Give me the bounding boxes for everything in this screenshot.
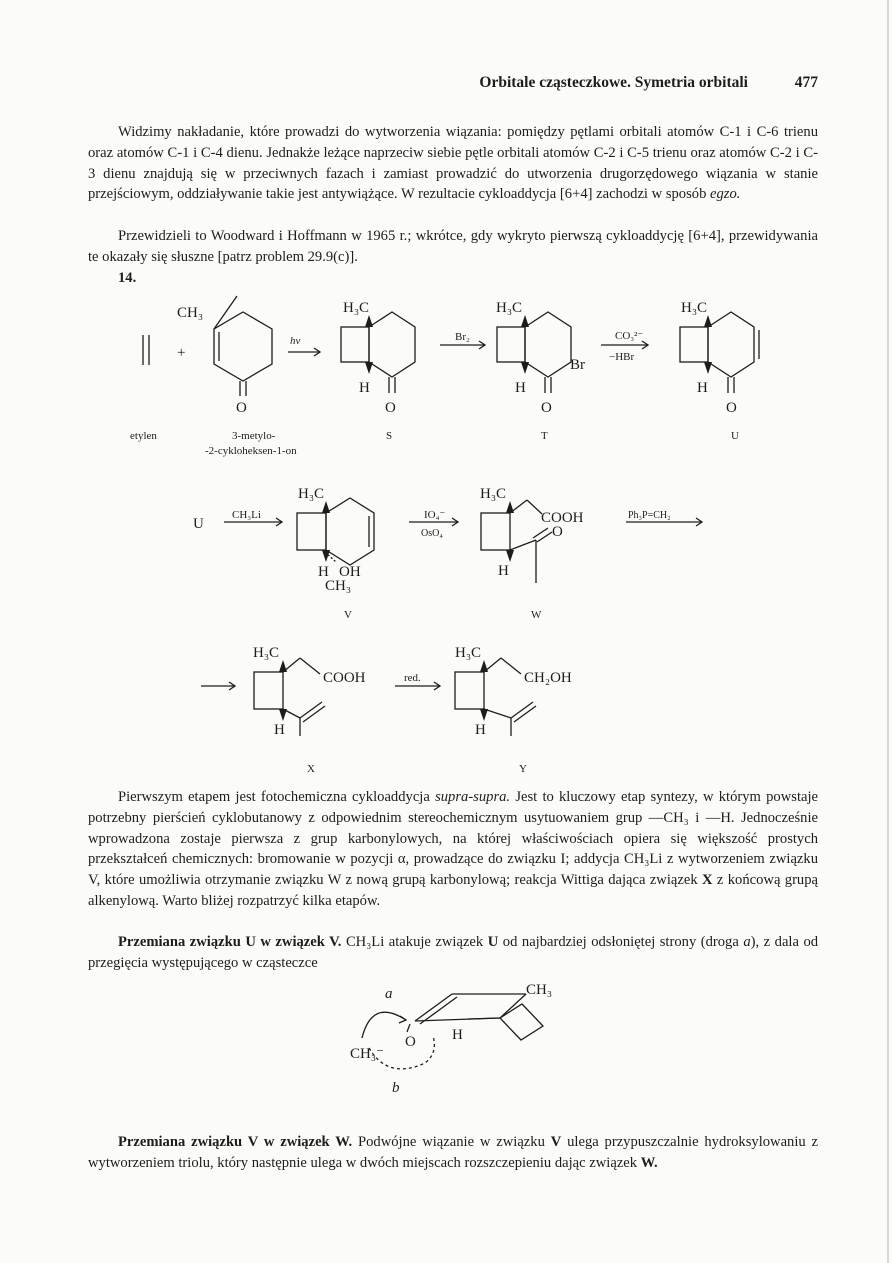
t-br: Br: [570, 357, 585, 373]
compound-v-ref: V: [550, 1134, 562, 1150]
v-to-w-text-2: ulega przypuszczalnie hydroksylowaniu z wytworzeniem triolu, który następnie ulega w dwóch miejscach rozszczepieniu dając związek: [88, 1134, 819, 1171]
scheme-row-1: [0, 290, 893, 470]
v-oh: OH: [339, 564, 361, 580]
v-h3c: H₃C: [298, 486, 325, 502]
x-h3c: H₃C: [253, 645, 280, 661]
y-h: H: [475, 722, 486, 738]
v-to-w-heading: Przemiana związku V w związek W.: [118, 1134, 353, 1150]
label-reactant-line2: -2-cykloheksen-1-on: [205, 445, 297, 457]
paragraph-overlap: [88, 122, 818, 205]
s-o: O: [385, 400, 396, 416]
plus-sign: +: [177, 345, 186, 361]
oso4-label: OsO₄: [421, 528, 443, 539]
synthesis-text-3: z końcową grupą alkenylową. Warto bliżej rozpatrzyć kilka etapów.: [88, 872, 818, 909]
methyl-label: CH₃: [177, 305, 204, 321]
header-title: Orbitale cząsteczkowe. Symetria orbitali: [479, 74, 748, 91]
y-h3c: H₃C: [455, 645, 482, 661]
path-a-ref: a: [743, 934, 751, 950]
w-o: O: [552, 524, 563, 540]
scheme-row-3: [0, 630, 893, 780]
periodate-label: IO₄⁻: [424, 509, 446, 521]
wittig-label: Ph₃P=CH₂: [628, 510, 671, 521]
v-to-w-text-1: Podwójne wiązanie w związku: [357, 1134, 545, 1150]
u-h: H: [697, 380, 708, 396]
paragraph-u-to-v: [88, 932, 818, 974]
exo-term: egzo.: [710, 186, 741, 203]
reduction-label: red.: [404, 672, 421, 684]
compound-u-ref: U: [487, 934, 499, 950]
t-o: O: [541, 400, 552, 416]
label-x: X: [307, 763, 315, 775]
bridgehead-h: H: [452, 1027, 463, 1043]
br2-label: Br₂: [455, 331, 470, 343]
methyl-label-diagram: CH₃: [526, 982, 553, 998]
synthesis-text-1: Pierwszym etapem jest fotochemiczna cykloaddycja: [118, 789, 430, 805]
s-h: H: [359, 380, 370, 396]
path-b-label: b: [392, 1080, 400, 1096]
carbonyl-o-1: O: [236, 400, 247, 416]
u-to-v-text-1: CH₃Li atakuje związek: [345, 934, 484, 950]
carbonyl-o-diagram: O: [405, 1034, 416, 1050]
synthesis-text-2: Jest to kluczowy etap syntezy, w którym powstaje potrzebny pierścień cyklobutanowy z odpowiednim stereochemicznym usytuowaniem grup —CH₃ i —H. Jednocześnie wprowadzona zostaje pierwsza z grup karbonylowych, na której właściwościach opiera się większość prostych przekształceń chemicznych: bromowanie w pozycji α, prowadzące do związku I; addycja CH₃Li z wytworzeniem związku V, które umożliwia otrzymanie związku W z nową grupą karbonylową; reakcja Wittiga dająca związek: [88, 789, 819, 889]
paragraph-overlap-text: Widzimy nakładanie, które prowadzi do wytworzenia wiązania: pomiędzy pętlami orbitali atomów C-1 i C-6 trienu oraz atomów C-1 i C-4 dienu. Jednakże leżące naprzeciw siebie pętle orbitali atomów C-2 i C-5 trienu oraz atomów C-2 i C-3 dienu znajdują się w przeciwnych fazach i zamiast prowadzić do utworzenia drugorzędowego wiązania w stanie przejściowym, oddziaływanie takie jest antywiążące. W rezultacie cykloaddycja [6+4] zachodzi w sposób: [88, 124, 818, 203]
x-cooh: COOH: [323, 670, 366, 686]
path-a-label: a: [385, 986, 393, 1002]
t-h3c: H₃C: [496, 300, 523, 316]
v-h: H: [318, 564, 329, 580]
label-s: S: [386, 430, 393, 442]
attack-diagram: [0, 978, 893, 1098]
label-w: W: [531, 609, 542, 621]
t-h: H: [515, 380, 526, 396]
u-o: O: [726, 400, 737, 416]
compound-x-ref: X: [702, 872, 713, 889]
x-h: H: [274, 722, 285, 738]
hbr-label: −HBr: [609, 351, 635, 363]
scheme-row-2: [0, 478, 893, 628]
ch3li-label: CH₃Li: [232, 509, 261, 521]
problem-number: 14.: [118, 270, 137, 286]
label-t: T: [541, 430, 548, 442]
running-header: [120, 74, 818, 96]
w-h3c: H₃C: [480, 486, 507, 502]
methyl-anion: CH₃⁻: [350, 1046, 384, 1062]
u-to-v-text-2: od najbardziej odsłoniętej strony (droga: [502, 934, 739, 950]
u-reactant: U: [193, 516, 204, 532]
supra-supra-term: supra-supra.: [435, 789, 511, 805]
compound-w-ref: W.: [640, 1154, 658, 1171]
paragraph-v-to-w: [88, 1132, 818, 1174]
s-h3c: H₃C: [343, 300, 370, 316]
y-ch2oh: CH₂OH: [524, 670, 572, 686]
w-cooh: COOH: [541, 510, 584, 526]
label-u: U: [731, 430, 739, 442]
label-ethylene: etylen: [130, 430, 157, 442]
paragraph-woodward-hoffmann: Przewidzieli to Woodward i Hoffmann w 1965 r.; wkrótce, gdy wykryto pierwszą cykloaddycję [6+4], przewidywania te okazały się słuszne [patrz problem 29.9(c)].: [88, 228, 818, 265]
u-to-v-heading: Przemiana związku U w związek V.: [118, 934, 342, 950]
u-to-v-text-3: ), z dala od przegięcia występującego w cząsteczce: [88, 934, 819, 971]
hv-label: hν: [290, 335, 301, 347]
paragraph-synthesis: [88, 787, 818, 912]
carbonate-label: CO₃²⁻: [615, 330, 644, 342]
label-v: V: [344, 609, 352, 621]
u-h3c: H₃C: [681, 300, 708, 316]
label-y: Y: [519, 763, 527, 775]
label-reactant-line1: 3-metylo-: [232, 430, 276, 442]
w-h: H: [498, 563, 509, 579]
page-number: 477: [794, 74, 818, 91]
v-ch3: CH₃: [325, 578, 352, 594]
